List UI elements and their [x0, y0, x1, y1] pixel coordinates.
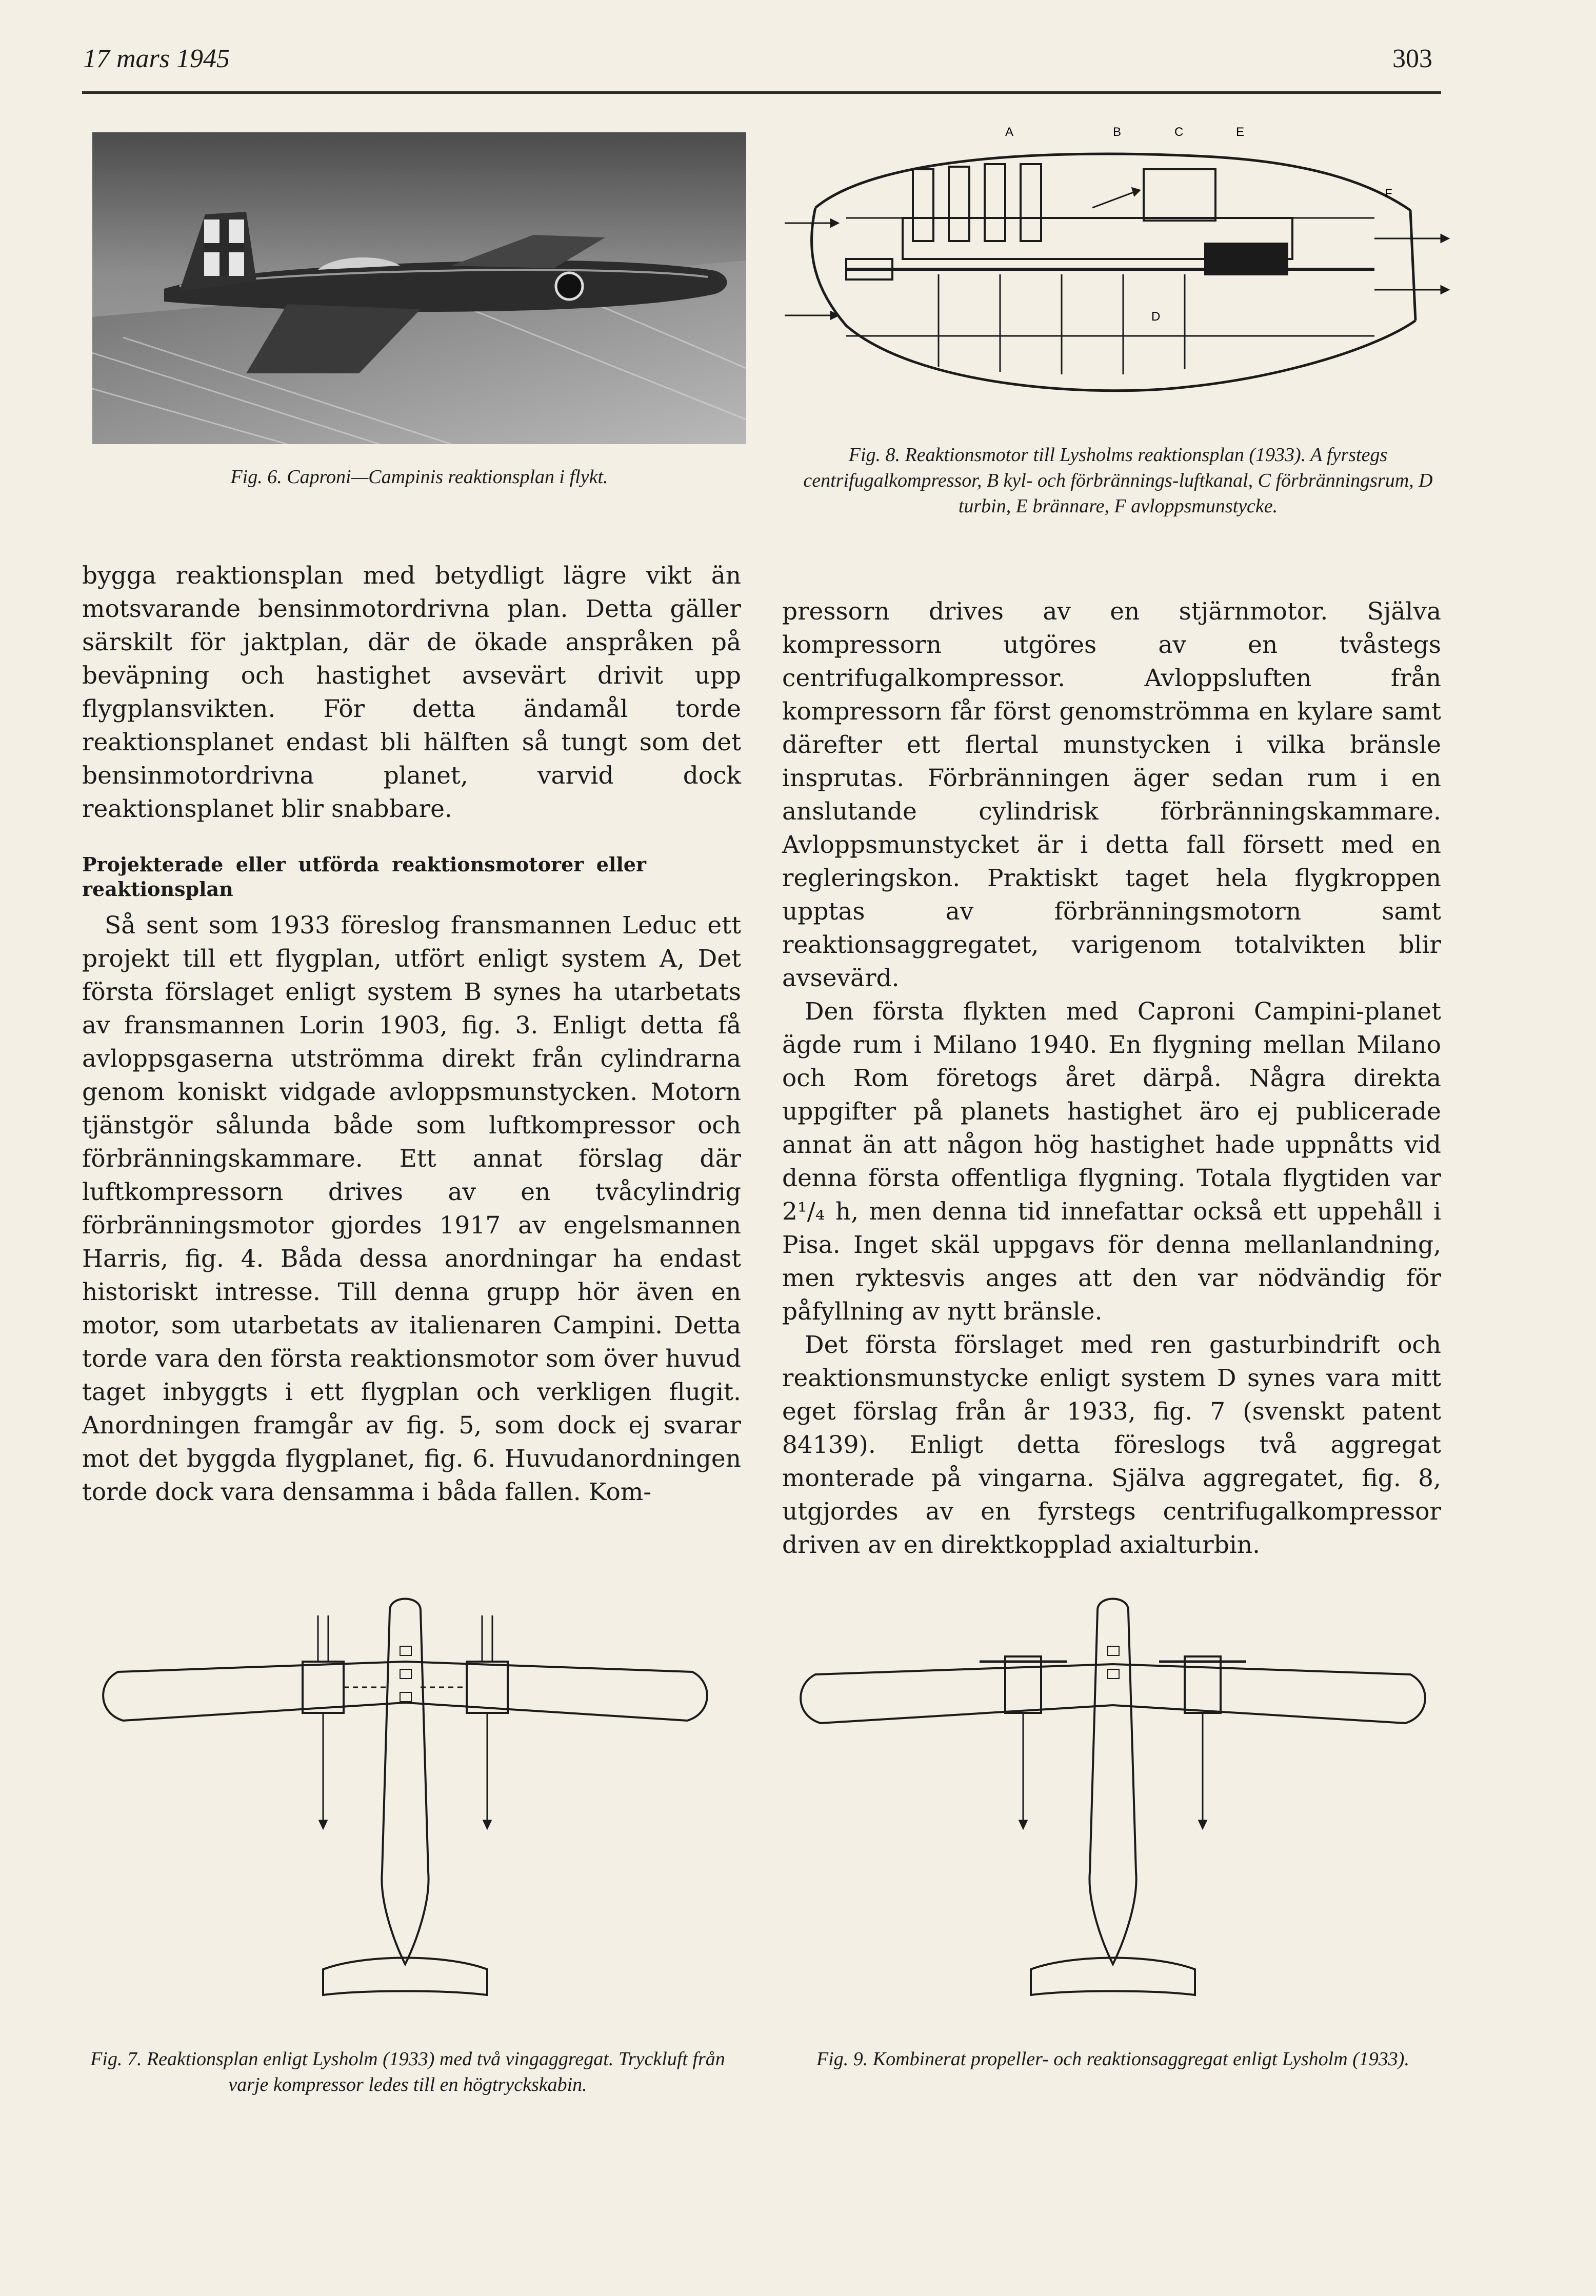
fig6-caption: Fig. 6. Caproni—Campinis reaktionsplan i flykt.: [230, 466, 608, 488]
left-column: [82, 559, 741, 1509]
right-column: [782, 595, 1441, 1562]
left-para-1: bygga reaktionsplan med betydligt lägre vikt än motsvarande bensinmotordrivna plan. Detta gäller särskilt för jaktplan, där de ökade anspråken på beväpning och hastighet avsevärt drivit upp flygplansvikten. För detta ändamål torde reaktionsplanet endast bli hälften så tungt som det bensinmotordrivna planet, varvid dock reaktionsplanet blir snabbare.: [82, 562, 741, 823]
right-para-2: Den första flykten med Caproni Campini-planet ägde rum i Milano 1940. En flygning mellan Milano och Rom företogs året därpå. Några direkta uppgifter på planets hastighet äro ej publicerade annat än att någon hög hastighet hade uppnåtts vid denna första offentliga flygning. Totala flygtiden var 2¹/₄ h, men denna tid innefattar också ett uppehåll i Pisa. Inget skäl uppgavs för denna mellanlandning, men ryktesvis anges att den var nödvändig för påfyllning av nytt bränsle.: [782, 997, 1441, 1326]
fig8-label-c: C: [1174, 125, 1184, 139]
fig7-caption: Fig. 7. Reaktionsplan enligt Lysholm (1933) med två vingaggregat. Tryckluft från varje kompressor ledes till en högtryckskabin.: [90, 2048, 725, 2095]
right-para-3: Det första förslaget med ren gasturbindrift och reaktionsmunstycke enligt system D synes vara mitt eget förslag från år 1933, fig. 7 (svenskt patent 84139). Enligt detta föreslogs två aggregat monterade på vingarna. Själva aggregatet, fig. 8, utgjordes av en fyrstegs centrifugalkompressor driven av en direktkopplad axialturbin.: [782, 1331, 1441, 1559]
fig9-caption: Fig. 9. Kombinerat propeller- och reaktionsaggregat enligt Lysholm (1933).: [816, 2048, 1409, 2070]
fig8-label-b: B: [1113, 125, 1122, 139]
fig6-photo: [92, 132, 746, 444]
caproni-campini-aircraft-photo: [92, 132, 746, 444]
page-number: 303: [1392, 44, 1432, 73]
fig8-label-e: E: [1236, 125, 1245, 139]
aircraft-plan-view-two-wing-units: [77, 1585, 733, 2026]
right-para-1: pressorn drives av en stjärnmotor. Själva kompressorn utgöres av en tvåstegs centrifugalkompressor. Avloppsluften från kompressorn får först genomströmma en kylare samt därefter ett flertal munstycken i vilka bränsle insprutas. Förbränningen äger sedan rum i en anslutande cylindrisk förbränningskammare. Avloppsmunstycket är i detta fall försett med en regleringskon. Praktiskt taget hela flygkroppen upptas av förbränningsmotorn samt reaktionsaggregatet, varigenom totalvikten blir avsevärd.: [782, 597, 1441, 992]
fig9-diagram: [780, 1585, 1446, 2026]
running-header-date: 17 mars 1945: [83, 44, 230, 73]
section-heading: Projekterade eller utförda reaktionsmotorer eller reaktionsplan: [82, 853, 646, 901]
reaction-engine-cross-section: [785, 121, 1451, 418]
fig7-diagram: [77, 1585, 733, 2026]
left-para-2: Så sent som 1933 föreslog fransmannen Leduc ett projekt till ett flygplan, utfört enligt system A, Det första förslaget enligt system B synes ha utarbetats av fransmannen Lorin 1903, fig. 3. Enligt detta få avloppsgaserna utströmma direkt från cylindrarna genom koniskt vidgade avloppsmunstycken. Motorn tjänstgör sålunda både som luftkompressor och förbränningskammare. Ett annat förslag där luftkompressorn drives av en tvåcylindrig förbränningsmotor gjordes 1917 av engelsmannen Harris, fig. 4. Båda dessa anordningar ha endast historiskt intresse. Till denna grupp hör även en motor, som utarbetats av italienaren Campini. Detta torde vara den första reaktionsmotor som över huvud taget inbyggts i ett flygplan och verkligen flugit. Anordningen framgår av fig. 5, som dock ej svarar mot det byggda flygplanet, fig. 6. Huvudanordningen torde dock vara densamma i båda fallen. Kom-: [82, 911, 741, 1506]
header-rule: [82, 91, 1441, 94]
aircraft-plan-view-combined-units: [780, 1585, 1446, 2026]
fig8-caption: Fig. 8. Reaktionsmotor till Lysholms reaktionsplan (1933). A fyrstegs centrifugalkompressor, B kyl- och förbrännings-luftkanal, C förbränningsrum, D turbin, E brännare, F avloppsmunstycke.: [803, 444, 1433, 517]
fig8-label-a: A: [1005, 125, 1014, 139]
fig8-diagram: [785, 121, 1451, 418]
fig8-label-f: F: [1385, 187, 1392, 201]
fig8-label-d: D: [1151, 310, 1161, 324]
